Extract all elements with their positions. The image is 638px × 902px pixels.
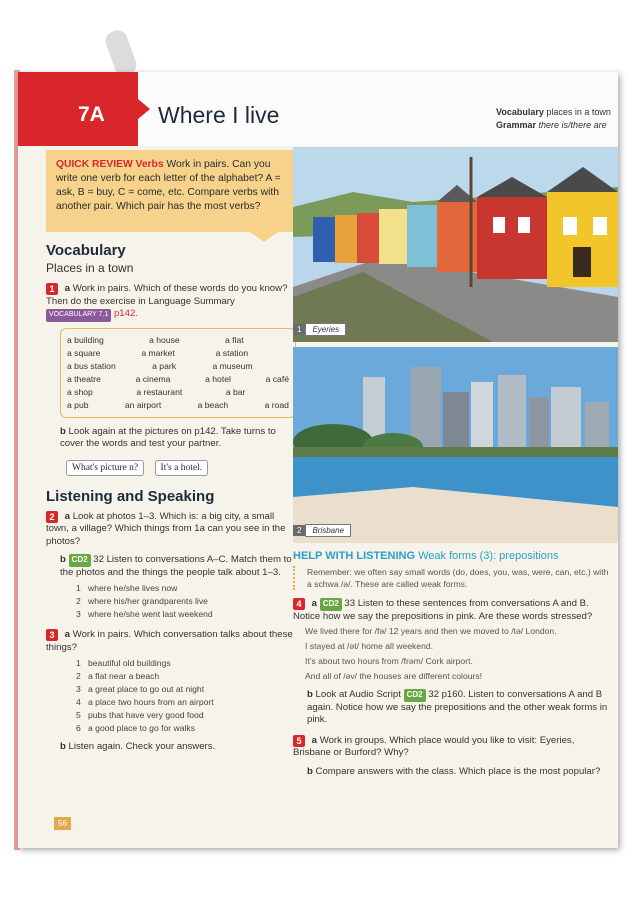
task-4a <box>293 598 613 623</box>
task-text: Compare answers with the class. Which place is the most popular? <box>315 765 601 777</box>
task-1a <box>46 283 296 322</box>
word: a market <box>141 347 175 358</box>
word-row <box>67 360 289 373</box>
cd-badge: CD2 <box>404 689 426 702</box>
quick-review-box <box>46 150 293 232</box>
word-row <box>67 373 289 386</box>
arrow-icon <box>138 99 150 119</box>
speech-bubble: It's a hotel. <box>155 460 209 476</box>
item-number: 4 <box>76 697 81 707</box>
lesson-focus <box>496 106 611 132</box>
task-text: Look again at the pictures on p142. Take turns to cover the words and test your partner. <box>60 425 276 449</box>
task-number: 2 <box>46 511 58 523</box>
photo-caption <box>293 524 351 537</box>
quick-review-text: Work in pairs. Can you write one verb for each letter of the alphabet? A = ask, B = buy, C = come, etc. Compare verbs with another pair. Which pair has the most verbs? <box>56 159 281 212</box>
task-text: Listen to conversations A–C. Match them to the photos and the things the people talk about 1–3. <box>60 554 292 578</box>
item-text: where his/her grandparents live <box>88 596 208 606</box>
binder-clip <box>103 28 139 79</box>
task-2a <box>46 511 296 549</box>
item-number: 3 <box>76 684 81 694</box>
photo-caption-text: Brisbane <box>305 524 351 537</box>
word: a café <box>265 373 289 384</box>
word: a theatre <box>67 373 101 384</box>
textbook-page <box>18 72 618 848</box>
item-number: 3 <box>76 609 81 619</box>
word: a road <box>264 399 289 410</box>
task-1b <box>60 426 296 451</box>
word: a bus station <box>67 360 116 371</box>
vocabulary-tag: VOCABULARY 7.1 <box>46 309 111 322</box>
task-text: Work in groups. Which place would you like to visit: Eyeries, Brisbane or Burford? Why? <box>293 734 575 758</box>
task-text: Listen again. Check your answers. <box>68 741 216 752</box>
word-box <box>60 328 296 418</box>
item-number: 1 <box>76 583 81 593</box>
listening-heading: Listening and Speaking <box>46 487 215 505</box>
task-text: Look at photos 1–3. Which is: a big city, a small town, a village? Which things from 1a can you see in the photos? <box>46 510 286 547</box>
task-letter: b <box>307 765 313 777</box>
task-letter: a <box>311 734 318 746</box>
task-text: Look at Audio Script <box>315 689 401 700</box>
task-letter: b <box>307 689 313 700</box>
vocab-text: places in a town <box>546 107 611 117</box>
list-item <box>76 582 296 595</box>
item-number: 1 <box>76 658 81 668</box>
word: a restaurant <box>136 386 183 397</box>
city-skyline-illustration <box>293 347 618 543</box>
right-column <box>293 550 613 778</box>
page-ref: p142. <box>113 308 138 319</box>
word: a flat <box>225 334 244 345</box>
task-letter: a <box>64 283 71 294</box>
word-row <box>67 334 289 347</box>
cd-badge: CD2 <box>69 554 91 567</box>
photo-eyeries <box>293 147 618 342</box>
word: a building <box>67 334 104 345</box>
quick-review-tail <box>250 232 278 242</box>
list-item <box>76 595 296 608</box>
task-number: 3 <box>46 629 58 641</box>
task-3-list <box>60 657 296 735</box>
list-item <box>76 709 296 722</box>
photo-number: 1 <box>293 324 305 335</box>
unit-code: 7A <box>78 103 105 126</box>
unit-title: Where I live <box>158 102 280 128</box>
vocab-label: Vocabulary <box>496 107 544 117</box>
word: a square <box>67 347 101 358</box>
task-5a <box>293 735 613 760</box>
example-sentence: And all of /əv/ the houses are different colours! <box>305 671 483 681</box>
task-letter: a <box>311 598 318 609</box>
example-sentence: We lived there for /fə/ 12 years and then we moved to /tə/ London. <box>305 626 557 636</box>
list-item <box>76 608 296 621</box>
example-sentence: It's about two hours from /frəm/ Cork airport. <box>305 656 473 666</box>
task-letter: a <box>64 510 71 522</box>
photo-caption-text: Eyeries <box>305 323 346 336</box>
item-text: a flat near a beach <box>88 671 160 681</box>
task-letter: a <box>64 629 71 640</box>
list-item <box>76 696 296 709</box>
task-number: 4 <box>293 598 305 610</box>
item-text: a great place to go out at night <box>88 684 205 694</box>
photo-brisbane <box>293 347 618 543</box>
example-sentence: I stayed at /ət/ home all weekend. <box>305 641 434 651</box>
word: a cinema <box>135 373 171 384</box>
list-item <box>76 657 296 670</box>
photo-number: 2 <box>293 525 305 536</box>
task-text: Work in pairs. Which of these words do you know? Then do the exercise in Language Summary <box>46 283 288 307</box>
left-column <box>46 242 296 754</box>
help-remember: Remember: we often say small words (do, does, you, was, were, can, etc.) with a schwa /ə/. These are called weak forms. <box>293 566 613 590</box>
cd-track: 32 <box>428 689 439 700</box>
word: a bar <box>225 386 246 397</box>
village-street-illustration <box>293 147 618 342</box>
cd-badge: CD2 <box>320 598 342 611</box>
task-letter: b <box>60 554 66 565</box>
item-text: where he/she lives now <box>88 583 178 593</box>
item-number: 2 <box>76 596 81 606</box>
task-text: p160. Listen to conversations A and B again. Notice how we say the prepositions and the other weak forms in pink. <box>307 689 608 725</box>
grammar-text: there is/there are <box>538 120 607 130</box>
speech-bubbles <box>66 457 296 476</box>
task-text: Listen to these sentences from conversations A and B. Notice how we say the prepositions in pink. Are these words stressed? <box>293 598 593 622</box>
word: a beach <box>197 399 229 410</box>
word: a station <box>215 347 249 358</box>
task-number: 1 <box>46 283 58 295</box>
item-number: 6 <box>76 723 81 733</box>
cd-track: 32 <box>93 554 104 565</box>
item-number: 2 <box>76 671 81 681</box>
word: a pub <box>67 399 89 410</box>
task-3b <box>60 741 296 754</box>
item-text: a good place to go for walks <box>88 723 196 733</box>
task-4b <box>307 689 613 727</box>
item-text: beautiful old buildings <box>88 658 171 668</box>
grammar-label: Grammar <box>496 120 537 130</box>
vocabulary-heading: Vocabulary <box>46 242 126 259</box>
word: an airport <box>124 399 162 410</box>
list-item <box>76 683 296 696</box>
help-title-bold: HELP WITH LISTENING <box>293 550 416 562</box>
word-row <box>67 386 289 399</box>
task-2-list <box>60 582 296 621</box>
task-5b <box>307 766 613 779</box>
item-text: a place two hours from an airport <box>88 697 214 707</box>
word-row <box>67 399 289 412</box>
word: a hotel <box>205 373 231 384</box>
list-item <box>76 670 296 683</box>
task-2b <box>60 554 296 579</box>
task-3a <box>46 629 296 654</box>
vocabulary-subheading: Places in a town <box>46 261 134 275</box>
task-letter: b <box>60 741 66 752</box>
task-text: Work in pairs. Which conversation talks about these things? <box>46 629 293 653</box>
item-text: pubs that have very good food <box>88 710 204 720</box>
photo-caption <box>293 323 346 336</box>
task-number: 5 <box>293 735 305 747</box>
page-number: 56 <box>54 817 71 830</box>
list-item <box>76 722 296 735</box>
item-number: 5 <box>76 710 81 720</box>
word: a house <box>149 334 180 345</box>
word: a museum <box>212 360 253 371</box>
quick-review-title: QUICK REVIEW Verbs <box>56 159 164 170</box>
word-row <box>67 347 289 360</box>
item-text: where he/she went last weekend <box>88 609 213 619</box>
help-with-listening-title <box>293 550 613 562</box>
word: a shop <box>67 386 93 397</box>
word: a park <box>152 360 177 371</box>
task-letter: b <box>60 425 66 437</box>
help-title-rest: Weak forms (3): prepositions <box>418 550 559 562</box>
speech-bubble: What's picture n? <box>66 460 144 476</box>
cd-track: 33 <box>344 598 356 609</box>
